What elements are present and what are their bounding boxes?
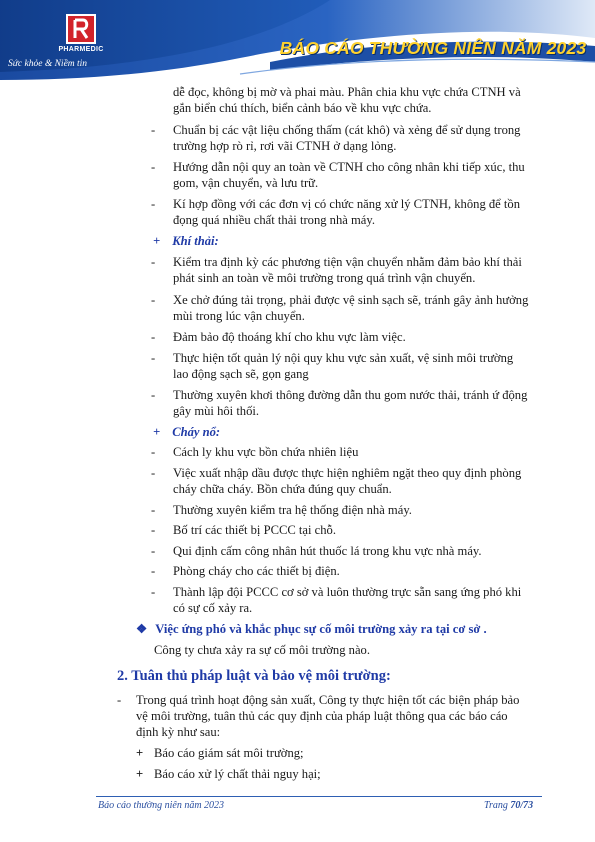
plus-bullet: + xyxy=(136,767,144,781)
list-item-cont: gây mùi hôi thối. xyxy=(173,404,260,418)
logo-wordmark: PHARMEDIC xyxy=(58,46,104,53)
slogan: Sức khỏe & Niềm tin xyxy=(8,59,88,69)
list-item-cont: trường hợp rò rỉ, rơi vãi CTNH ở dạng lỏng. xyxy=(173,139,397,153)
list-item-cont: lao động sạch sẽ, gọn gang xyxy=(173,367,309,381)
list-item: Kí hợp đồng với các đơn vị có chức năng xử lý CTNH, không để tồn xyxy=(173,197,521,211)
company-logo xyxy=(66,14,96,44)
header-banner xyxy=(0,0,595,80)
continuation-line: gắn biển chú thích, biển cảnh báo về khu vực chứa. xyxy=(173,101,432,115)
list-item: Cách ly khu vực bồn chứa nhiên liệu xyxy=(173,445,359,459)
paragraph-line: định kỳ như sau: xyxy=(136,725,221,739)
list-dash: - xyxy=(151,351,156,365)
list-item: Hướng dẫn nội quy an toàn về CTNH cho công nhân khi tiếp xúc, thu xyxy=(173,160,525,174)
list-dash: - xyxy=(151,544,156,558)
list-item: Báo cáo giám sát môi trường; xyxy=(154,746,304,760)
subheading-chay-no: + Cháy nổ: xyxy=(153,425,221,439)
list-dash: - xyxy=(151,466,156,480)
list-item: Thường xuyên khơi thông đường dẫn thu gom nước thải, tránh ứ động xyxy=(173,388,528,402)
report-title: BÁO CÁO THƯỜNG NIÊN NĂM 2023 xyxy=(279,38,587,58)
list-item: Chuẩn bị các vật liệu chống thấm (cát khô) và xẻng để sử dụng trong xyxy=(173,123,521,137)
list-item: Đảm bảo độ thoáng khí cho khu vực làm việc. xyxy=(173,330,406,344)
list-item: Bố trí các thiết bị PCCC tại chỗ. xyxy=(173,523,336,537)
list-dash: - xyxy=(151,503,156,517)
subheading-khi-thai: + Khí thải: xyxy=(153,234,219,248)
list-item-cont: gom, vận chuyển, và lưu trữ. xyxy=(173,176,319,190)
subheading-ung-pho: ❖ Việc ứng phó và khắc phục sự cố môi trường xảy ra tại cơ sở . xyxy=(136,622,487,636)
list-item-cont: có sự cố xảy ra. xyxy=(173,601,253,615)
list-dash: - xyxy=(117,693,122,707)
list-item-cont: đọng quá nhiều chất thải trong nhà máy. xyxy=(173,213,376,227)
paragraph-line: vệ môi trường, tuân thủ các quy định của pháp luật thông qua các báo cáo xyxy=(136,709,508,723)
paragraph: Công ty chưa xảy ra sự cố môi trường nào. xyxy=(154,643,371,657)
page-number xyxy=(484,800,533,811)
list-dash: - xyxy=(151,330,156,344)
list-item-cont: phát sinh an toàn về môi trường trong quá trình vận chuyển. xyxy=(173,271,476,285)
list-item: Kiểm tra định kỳ các phương tiện vận chuyển nhằm đảm bảo khí thải xyxy=(173,255,522,269)
list-item: Báo cáo xử lý chất thải nguy hại; xyxy=(154,767,321,781)
list-item-cont: cháy chữa cháy. Bồn chứa đúng quy chuẩn. xyxy=(173,482,392,496)
plus-bullet: + xyxy=(136,746,144,760)
list-dash: - xyxy=(151,585,156,599)
paragraph-line: Trong quá trình hoạt động sản xuất, Công ty thực hiện tốt các biện pháp bảo xyxy=(136,693,520,707)
list-dash: - xyxy=(151,293,156,307)
list-item: Phòng cháy cho các thiết bị điện. xyxy=(173,564,340,578)
footer-divider xyxy=(96,796,542,797)
list-dash: - xyxy=(151,388,156,402)
list-dash: - xyxy=(151,523,156,537)
list-item: Thường xuyên kiểm tra hệ thống điện nhà máy. xyxy=(173,503,412,517)
continuation-line: dễ đọc, không bị mờ và phai màu. Phân chia khu vực chứa CTNH và xyxy=(173,85,521,99)
list-item: Qui định cấm công nhân hút thuốc lá trong khu vực nhà máy. xyxy=(173,544,482,558)
list-dash: - xyxy=(151,445,156,459)
page-prefix: Trang xyxy=(484,800,511,811)
list-item: Việc xuất nhập dầu được thực hiện nghiêm ngặt theo quy định phòng xyxy=(173,466,522,480)
list-dash: - xyxy=(151,160,156,174)
list-dash: - xyxy=(151,255,156,269)
footer-report-name: Báo cáo thường niên năm 2023 xyxy=(98,800,225,811)
list-dash: - xyxy=(151,197,156,211)
subheading-label: Việc ứng phó và khắc phục sự cố môi trường xảy ra tại cơ sở . xyxy=(155,622,487,636)
subheading-label: Cháy nổ: xyxy=(172,425,221,439)
list-item: Xe chở đúng tải trọng, phải được vệ sinh sạch sẽ, tránh gây ảnh hưởng xyxy=(173,293,529,307)
list-dash: - xyxy=(151,123,156,137)
list-item-cont: mùi trong lúc vận chuyển. xyxy=(173,309,305,323)
list-item: Thành lập đội PCCC cơ sở và luôn thường trực sẵn sang ứng phó khi xyxy=(173,585,522,599)
list-item: Thực hiện tốt quản lý nội quy khu vực sản xuất, vệ sinh môi trường xyxy=(173,351,514,365)
list-dash: - xyxy=(151,564,156,578)
section-title: 2. Tuân thủ pháp luật và bảo vệ môi trường: xyxy=(117,668,391,684)
page-num: 70/73 xyxy=(510,800,534,811)
subheading-label: Khí thải: xyxy=(172,234,219,248)
